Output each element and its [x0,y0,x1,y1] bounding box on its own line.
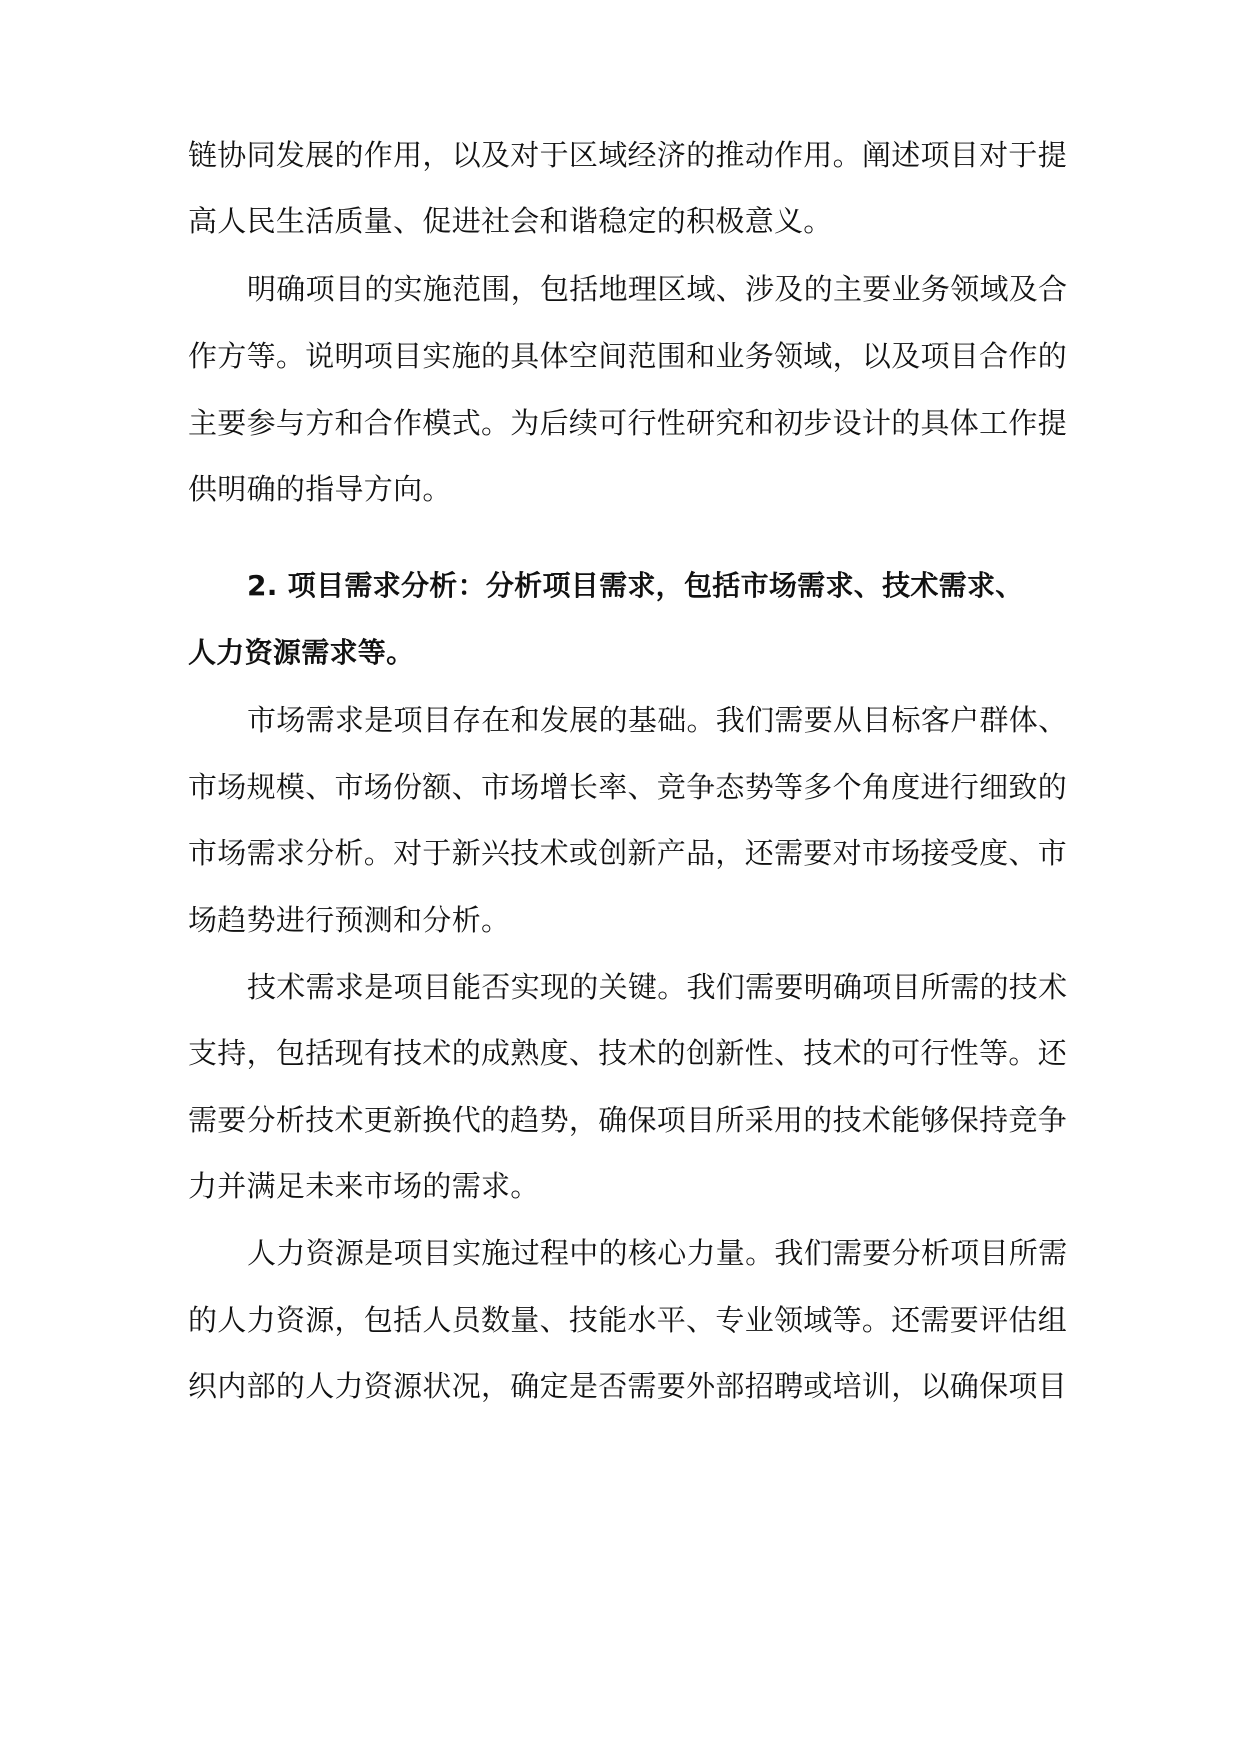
text-line: 市场需求分析。对于新兴技术或创新产品，还需要对市场接受度、市 [188,836,1068,870]
text-line: 市场规模、市场份额、市场增长率、竞争态势等多个角度进行细致的 [188,770,1068,804]
text-line: 链协同发展的作用，以及对于区域经济的推动作用。阐述项目对于提 [188,138,1068,172]
text-line: 作方等。说明项目实施的具体空间范围和业务领域，以及项目合作的 [188,339,1068,373]
text-line: 明确项目的实施范围，包括地理区域、涉及的主要业务领域及合 [247,272,1068,306]
text-line: 力并满足未来市场的需求。 [188,1169,540,1203]
text-line: 需要分析技术更新换代的趋势，确保项目所采用的技术能够保持竞争 [188,1103,1068,1137]
text-line: 技术需求是项目能否实现的关键。我们需要明确项目所需的技术 [247,970,1068,1004]
text-line: 的人力资源，包括人员数量、技能水平、专业领域等。还需要评估组 [188,1303,1068,1337]
text-line: 织内部的人力资源状况，确定是否需要外部招聘或培训，以确保项目 [188,1369,1068,1403]
heading-line: 人力资源需求等。 [188,636,415,669]
text-line: 供明确的指导方向。 [188,472,452,506]
text-line: 支持，包括现有技术的成熟度、技术的创新性、技术的可行性等。还 [188,1036,1068,1070]
text-line: 场趋势进行预测和分析。 [188,903,511,937]
text-line: 人力资源是项目实施过程中的核心力量。我们需要分析项目所需 [247,1236,1068,1270]
text-line: 市场需求是项目存在和发展的基础。我们需要从目标客户群体、 [247,703,1068,737]
heading-line: 2. 项目需求分析：分析项目需求，包括市场需求、技术需求、 [247,569,1024,602]
text-line: 高人民生活质量、促进社会和谐稳定的积极意义。 [188,204,833,238]
text-line: 主要参与方和合作模式。为后续可行性研究和初步设计的具体工作提 [188,406,1068,440]
